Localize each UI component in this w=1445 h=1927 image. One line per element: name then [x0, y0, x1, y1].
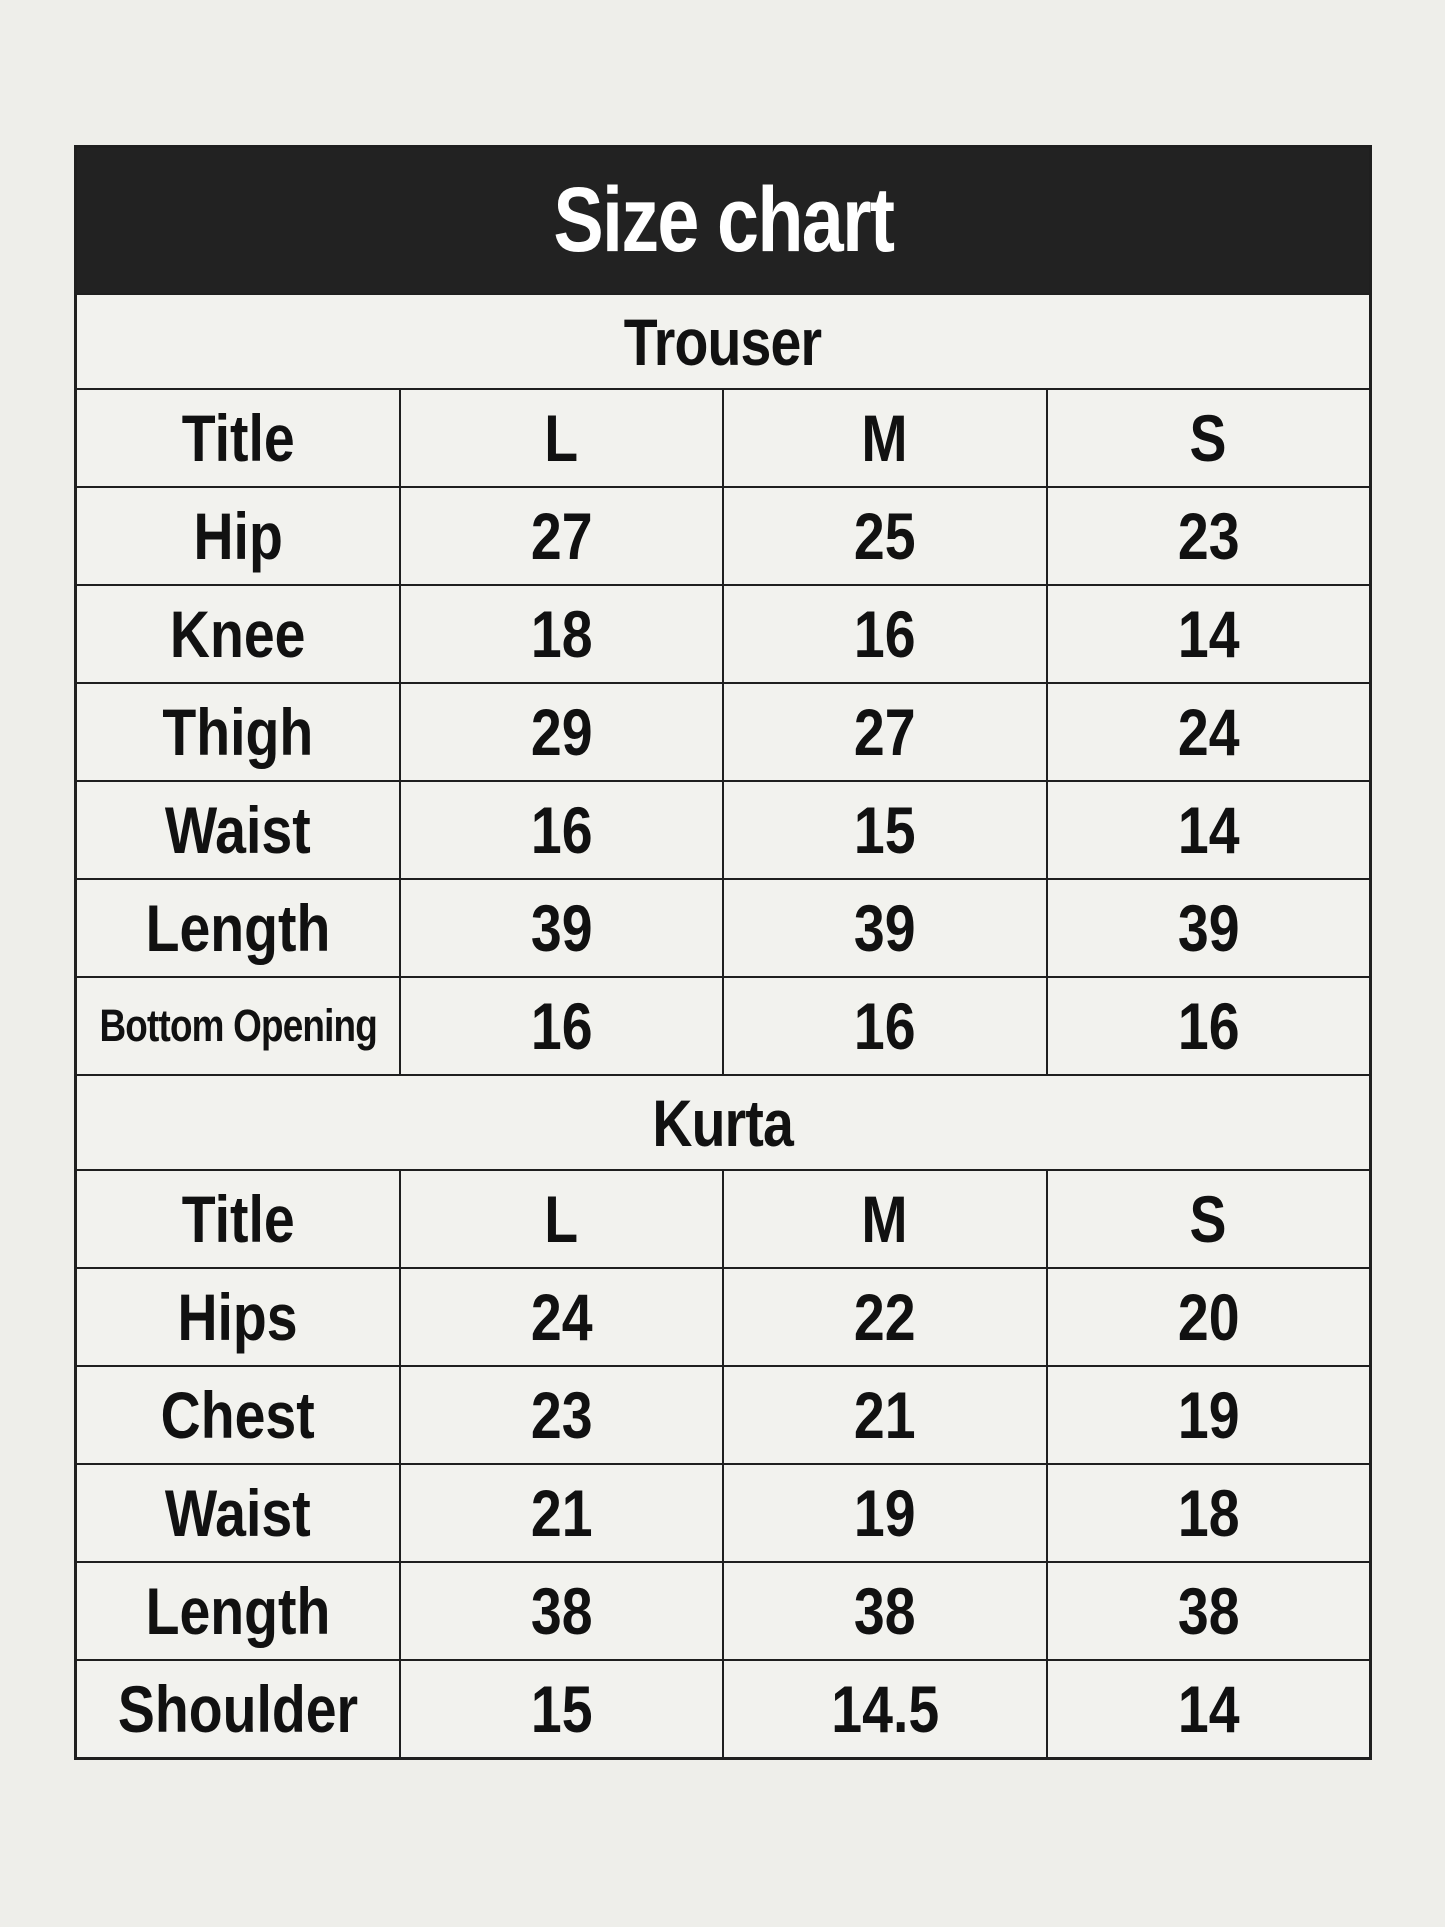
row-label: Bottom Opening	[98, 1000, 377, 1051]
table-row	[77, 1463, 1369, 1561]
size-m-value: 25	[722, 488, 1046, 584]
size-s-value: 14	[1046, 586, 1370, 682]
size-l-value: 15	[399, 1661, 723, 1757]
size-m-value: 38	[722, 1563, 1046, 1659]
size-m-value: 19	[722, 1465, 1046, 1561]
column-header-s: S	[1046, 390, 1370, 486]
row-label: Length	[145, 891, 331, 965]
table-header-row	[77, 388, 1369, 486]
table-row	[77, 1561, 1369, 1659]
size-s-value: 19	[1046, 1367, 1370, 1463]
size-s-value: 16	[1046, 978, 1370, 1074]
table-row	[77, 486, 1369, 584]
table-row	[77, 1267, 1369, 1365]
table-row	[77, 584, 1369, 682]
table-row	[77, 1659, 1369, 1757]
row-label: Knee	[169, 597, 306, 671]
section-title-kurta: Kurta	[77, 1074, 1369, 1169]
size-l-value: 16	[399, 782, 723, 878]
size-l-value: 29	[399, 684, 723, 780]
size-l-value: 23	[399, 1367, 723, 1463]
size-l-value: 27	[399, 488, 723, 584]
row-label: Shoulder	[117, 1672, 358, 1746]
table-row	[77, 780, 1369, 878]
size-l-value: 16	[399, 978, 723, 1074]
row-label: Hips	[177, 1280, 298, 1354]
column-header-l: L	[399, 1171, 723, 1267]
row-label: Waist	[164, 1476, 311, 1550]
section-title-trouser: Trouser	[77, 293, 1369, 388]
row-label: Chest	[160, 1378, 315, 1452]
size-m-value: 15	[722, 782, 1046, 878]
size-s-value: 39	[1046, 880, 1370, 976]
size-l-value: 24	[399, 1269, 723, 1365]
column-header-title: Title	[181, 401, 295, 475]
size-s-value: 23	[1046, 488, 1370, 584]
column-header-s: S	[1046, 1171, 1370, 1267]
row-label: Waist	[164, 793, 311, 867]
row-label: Thigh	[162, 695, 314, 769]
size-s-value: 14	[1046, 1661, 1370, 1757]
table-header-row	[77, 1169, 1369, 1267]
table-row	[77, 976, 1369, 1074]
size-l-value: 38	[399, 1563, 723, 1659]
size-s-value: 24	[1046, 684, 1370, 780]
size-s-value: 14	[1046, 782, 1370, 878]
chart-title-bar	[77, 148, 1369, 293]
table-row	[77, 878, 1369, 976]
row-label: Hip	[193, 499, 283, 573]
size-m-value: 27	[722, 684, 1046, 780]
size-m-value: 16	[722, 586, 1046, 682]
size-chart	[74, 145, 1372, 1760]
column-header-m: M	[722, 1171, 1046, 1267]
size-m-value: 16	[722, 978, 1046, 1074]
size-m-value: 14.5	[722, 1661, 1046, 1757]
size-l-value: 18	[399, 586, 723, 682]
size-s-value: 18	[1046, 1465, 1370, 1561]
size-m-value: 21	[722, 1367, 1046, 1463]
size-s-value: 38	[1046, 1563, 1370, 1659]
table-row	[77, 1365, 1369, 1463]
size-l-value: 39	[399, 880, 723, 976]
column-header-title: Title	[181, 1182, 295, 1256]
column-header-m: M	[722, 390, 1046, 486]
size-l-value: 21	[399, 1465, 723, 1561]
size-s-value: 20	[1046, 1269, 1370, 1365]
column-header-l: L	[399, 390, 723, 486]
row-label: Length	[145, 1574, 331, 1648]
size-m-value: 39	[722, 880, 1046, 976]
size-m-value: 22	[722, 1269, 1046, 1365]
chart-title: Size chart	[553, 169, 893, 271]
table-row	[77, 682, 1369, 780]
